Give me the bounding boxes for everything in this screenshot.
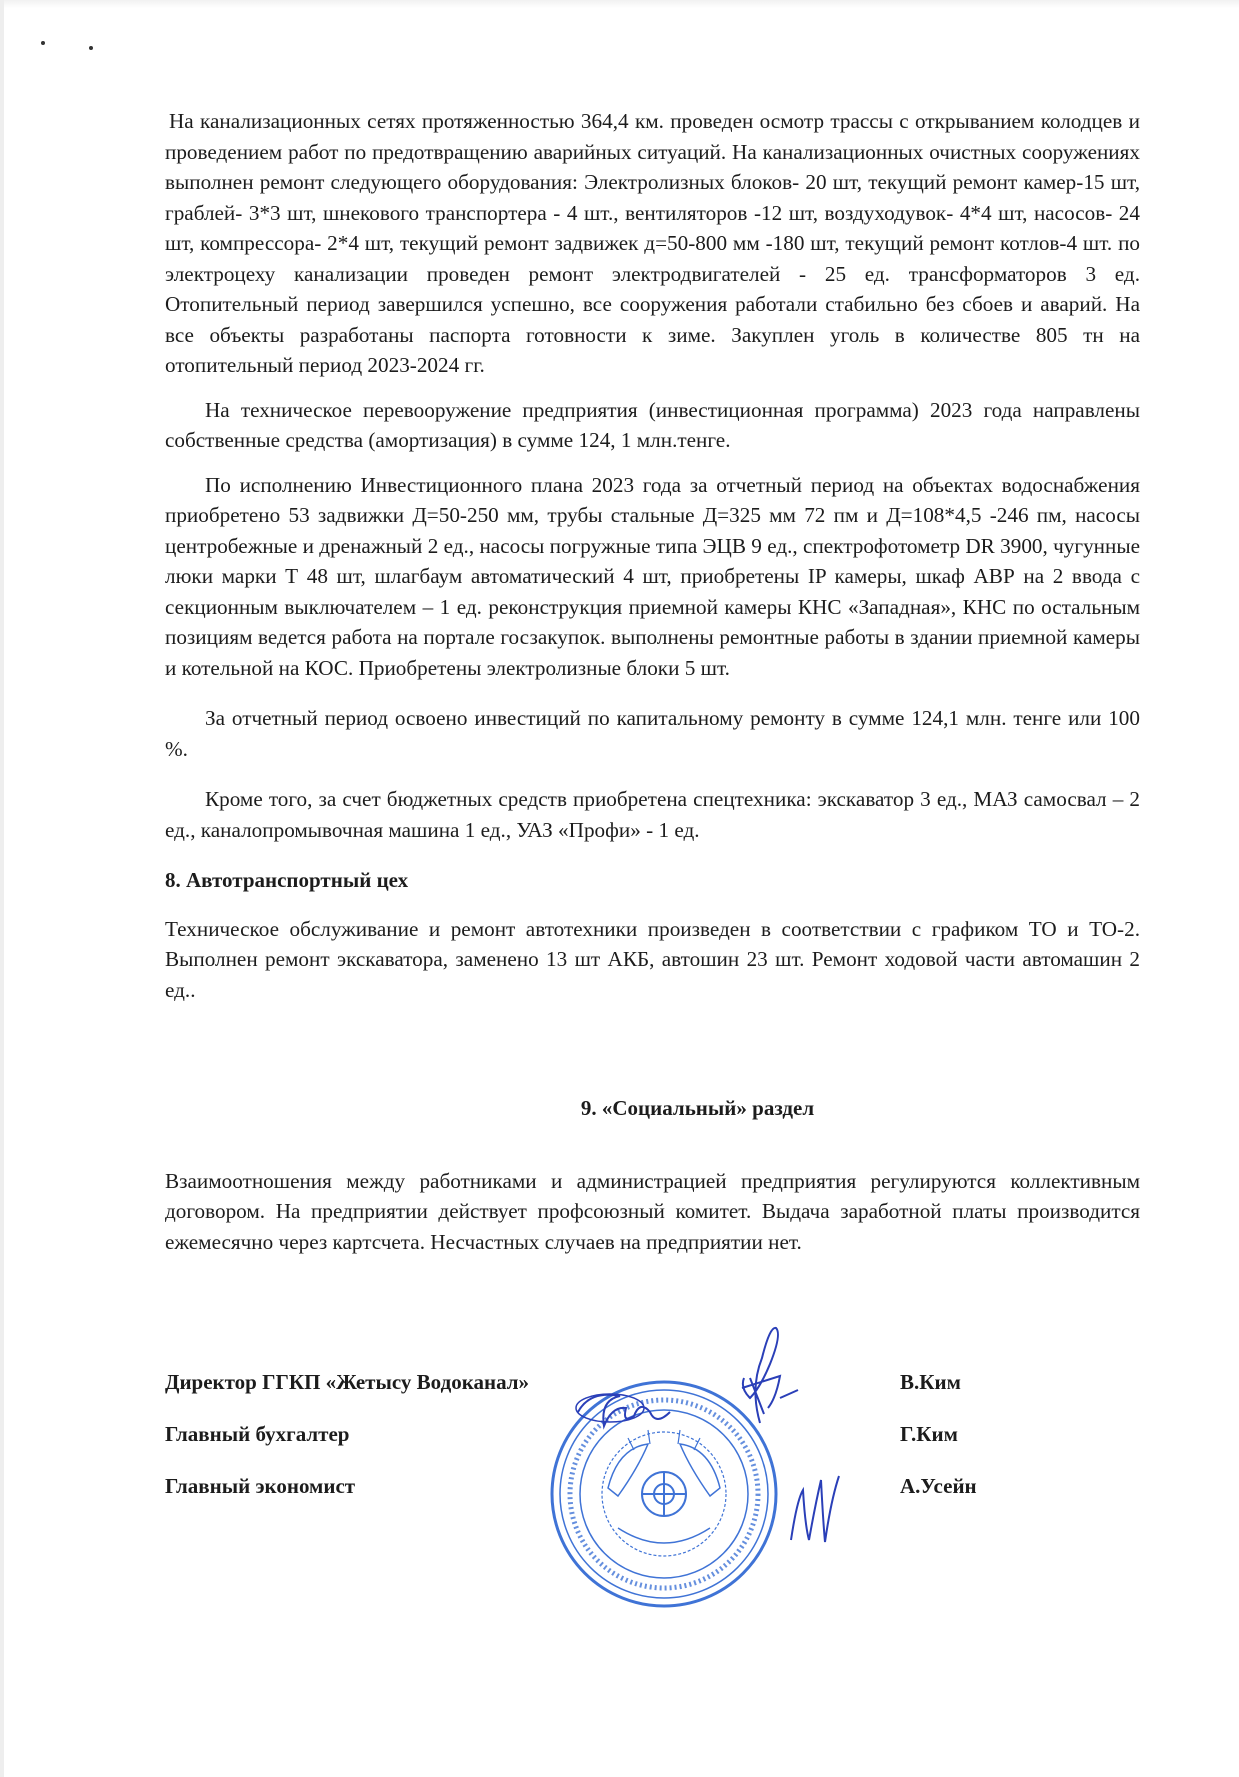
paragraph-capital-repair: За отчетный период освоено инвестиций по капитальному ремонту в сумме 124,1 млн. тенге или 100 %. — [165, 706, 1140, 761]
document-body — [165, 106, 1140, 1257]
section-9-heading: 9. «Социальный» раздел — [580, 1096, 815, 1120]
signature-row-director — [165, 1370, 995, 1400]
signature-row-economist — [165, 1474, 995, 1504]
section-8-text: Техническое обслуживание и ремонт автотехники произведен в соответствии с графиком ТО и ТО-2. Выполнен ремонт экскаватора, заменено 13 шт АКБ, автошин 23 шт. Ремонт ходовой части автомашин 2 ед.. — [165, 916, 1140, 1002]
signature-row-accountant — [165, 1422, 995, 1452]
signatory-title: Главный бухгалтер — [165, 1422, 350, 1446]
scan-speck — [41, 41, 45, 45]
section-8-heading: 8. Автотранспортный цех — [165, 868, 409, 892]
signatory-name: В.Ким — [900, 1370, 961, 1394]
scan-speck — [89, 46, 93, 50]
paragraph-investment-plan: По исполнению Инвестиционного плана 2023 года за отчетный период на объектах водоснабжения приобретено 53 задвижки Д=50-250 мм, трубы стальные Д=325 мм 72 пм и Д=108*4,5 -246 пм, насосы центробежные и дренажный 2 ед., насосы погружные типа ЭЦВ 9 ед., спектрофотометр DR 3900, чугунные люки марки Т 48 шт, шлагбаум автоматический 4 шт, приобретены IP камеры, шкаф АВР на 2 ввода с секционным выключателем – 1 ед. реконструкция приемной камеры КНС «Западная», КНС по остальным позициям ведется работа на портале госзакупок. выполнены ремонтные работы в здании приемной камеры и котельной на КОС. Приобретены электролизные блоки 5 шт. — [165, 472, 1140, 680]
signatory-title: Главный экономист — [165, 1474, 356, 1498]
paragraph-budget-equipment: Кроме того, за счет бюджетных средств приобретена спецтехника: экскаватор 3 ед., МАЗ самосвал – 2 ед., каналопромывочная машина 1 ед., УАЗ «Профи» - 1 ед. — [165, 787, 1140, 842]
paragraph-rearmament: На техническое перевооружение предприятия (инвестиционная программа) 2023 года направлены собственные средства (амортизация) в сумме 124, 1 млн.тенге. — [165, 397, 1140, 452]
scan-edge — [0, 0, 4, 1777]
signatory-name: Г.Ким — [900, 1422, 958, 1446]
signatory-name: А.Усейн — [900, 1474, 977, 1498]
signatory-title: Директор ГГКП «Жетысу Водоканал» — [165, 1370, 530, 1394]
paragraph-sewer-networks: На канализационных сетях протяженностью 364,4 км. проведен осмотр трассы с открыванием колодцев и проведением работ по предотвращению аварийных ситуаций. На канализационных очистных сооружениях выполнен ремонт следующего оборудования: Электролизных блоков- 20 шт, текущий ремонт камер-15 шт, граблей- 3*3 шт, шнекового транспортера - 4 шт., вентиляторов -12 шт, воздуходувок- 4*4 шт, насосов- 24 шт, компрессора- 2*4 шт, текущий ремонт задвижек д=50-800 мм -180 шт, текущий ремонт котлов-4 шт. по электроцеху канализации проведен ремонт электродвигателей - 25 ед. трансформаторов 3 ед. Отопительный период завершился успешно, все сооружения работали стабильно без сбоев и аварий. На все объекты разработаны паспорта готовности к зиме. Закуплен уголь в количестве 805 тн на отопительный период 2023-2024 гг. — [165, 109, 1140, 377]
section-9-text: Взаимоотношения между работниками и администрацией предприятия регулируются коллективным договором. На предприятии действует профсоюзный комитет. Выдача заработной платы производится ежемесячно через картсчета. Несчастных случаев на предприятии нет. — [165, 1168, 1140, 1254]
scan-edge — [0, 0, 1239, 8]
